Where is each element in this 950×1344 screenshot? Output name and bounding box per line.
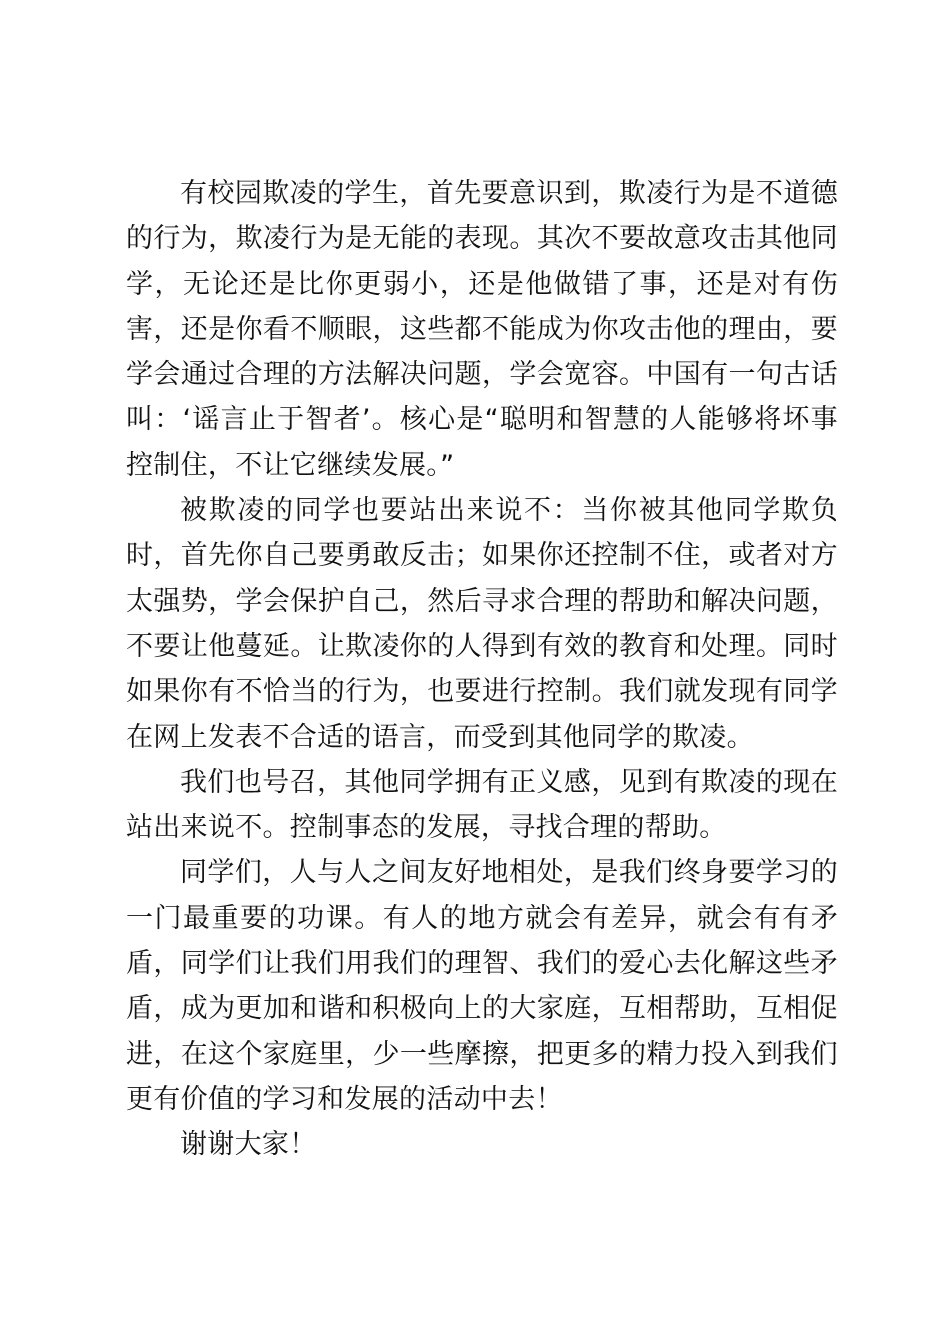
- paragraph-bullying-students: 有校园欺凌的学生，首先要意识到，欺凌行为是不道德的行为，欺凌行为是无能的表现。其次不要故意攻击其他同学，无论还是比你更弱小，还是他做错了事，还是对有伤害，还是你看不顺眼，这些都不能成为你攻击他的理由，要学会通过合理的方法解决问题，学会宽容。中国有一句古话叫：‘谣言止于智者’。核心是“聪明和智慧的人能够将坏事控制住，不让它继续发展。”: [126, 178, 838, 481]
- paragraph-bullied-students: 被欺凌的同学也要站出来说不：当你被其他同学欺负时，首先你自己要勇敢反击；如果你还控制不住，或者对方太强势，学会保护自己，然后寻求合理的帮助和解决问题，不要让他蔓延。让欺凌你的人得到有效的教育和处理。同时如果你有不恰当的行为，也要进行控制。我们就发现有同学在网上发表不合适的语言，而受到其他同学的欺凌。: [126, 495, 838, 753]
- paragraph-thanks: 谢谢大家！: [180, 1129, 317, 1161]
- paragraph-call-to-action: 我们也号召，其他同学拥有正义感，见到有欺凌的现在站出来说不。控制事态的发展，寻找合理的帮助。: [126, 766, 838, 844]
- document-body: [126, 171, 838, 1168]
- paragraph-getting-along: 同学们，人与人之间友好地相处，是我们终身要学习的一门最重要的功课。有人的地方就会有差异，就会有有矛盾，同学们让我们用我们的理智、我们的爱心去化解这些矛盾，成为更加和谐和积极向上的大家庭，互相帮助，互相促进，在这个家庭里，少一些摩擦，把更多的精力投入到我们更有价值的学习和发展的活动中去！: [126, 857, 838, 1115]
